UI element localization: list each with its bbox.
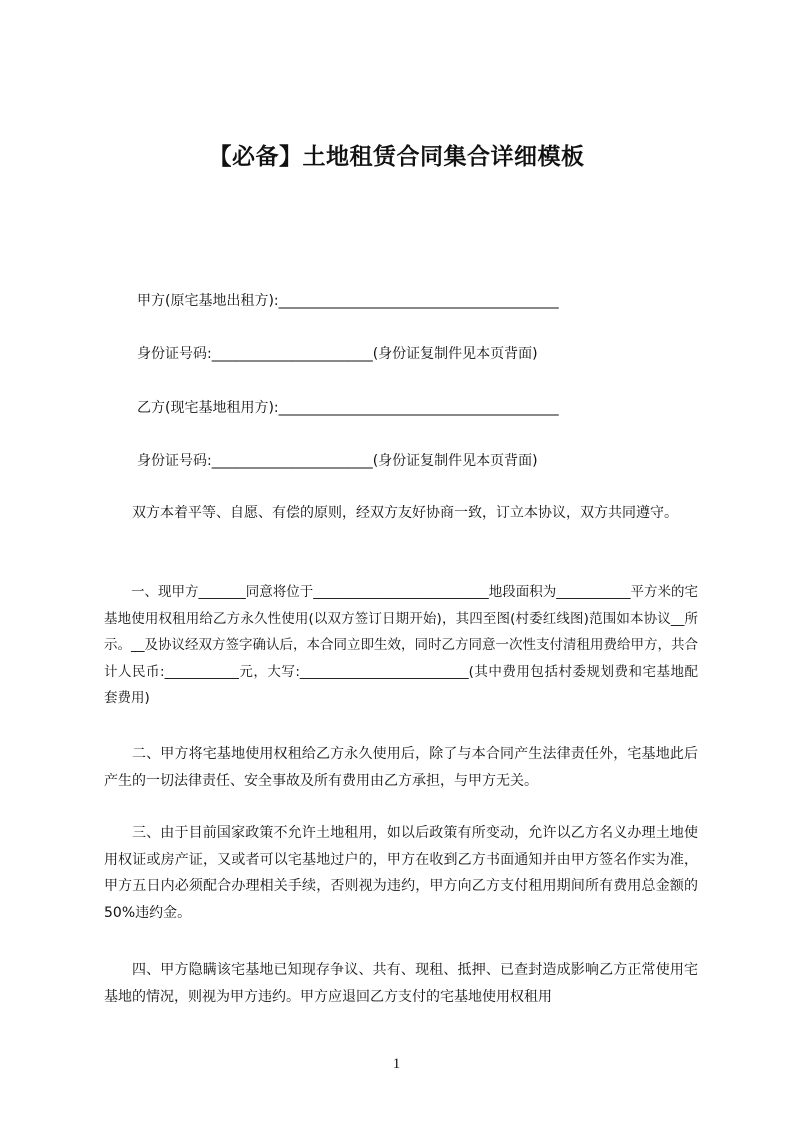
clause-1-paragraph: 一、现甲方_______同意将位于__________________________地段面积为___________平方米的宅基地使用权租用给乙方永久性使用(以双方签订日期开始)，其四至图(村委红线图)范围如本协议__所示。__及协议经双方签字确认后，本合同立即生效，同时乙方同意一次性支付清租用费给甲方，共合计人民币:___________元，大写:_________________________(其中费用包括村委规划费和宅基地配套费用) xyxy=(104,584,698,706)
clause-2-paragraph: 二、甲方将宅基地使用权租给乙方永久使用后，除了与本合同产生法律责任外，宅基地此后产生的一切法律责任、安全事故及所有费用由乙方承担，与甲方无关。 xyxy=(104,746,698,789)
party-b-field: 乙方(现宅基地租用方):________________________________________ xyxy=(137,400,559,416)
clause-3-paragraph: 三、由于目前国家政策不允许土地租用，如以后政策有所变动，允许以乙方名义办理土地使用权证或房产证，又或者可以宅基地过户的，甲方在收到乙方书面通知并由甲方签名作实为准，甲方五日内必须配合办理相关手续，否则视为违约，甲方向乙方支付租用期间所有费用总金额的50%违约金。 xyxy=(104,825,698,921)
page-number: 1 xyxy=(392,1056,401,1072)
party-b-id-field: 身份证号码:_______________________(身份证复制件见本页背面) xyxy=(137,453,538,469)
party-a-field: 甲方(原宅基地出租方):________________________________________ xyxy=(137,293,559,309)
party-a-id-field: 身份证号码:_______________________(身份证复制件见本页背面) xyxy=(137,346,538,362)
clause-4-paragraph: 四、甲方隐瞒该宅基地已知现存争议、共有、现租、抵押、已查封造成影响乙方正常使用宅基地的情况，则视为甲方违约。甲方应退回乙方支付的宅基地使用权租用 xyxy=(104,962,698,1005)
intro-paragraph: 双方本着平等、自愿、有偿的原则，经双方友好协商一致，订立本协议，双方共同遵守。 xyxy=(132,505,678,521)
document-title: 【必备】土地租赁合同集合详细模板 xyxy=(208,144,585,170)
